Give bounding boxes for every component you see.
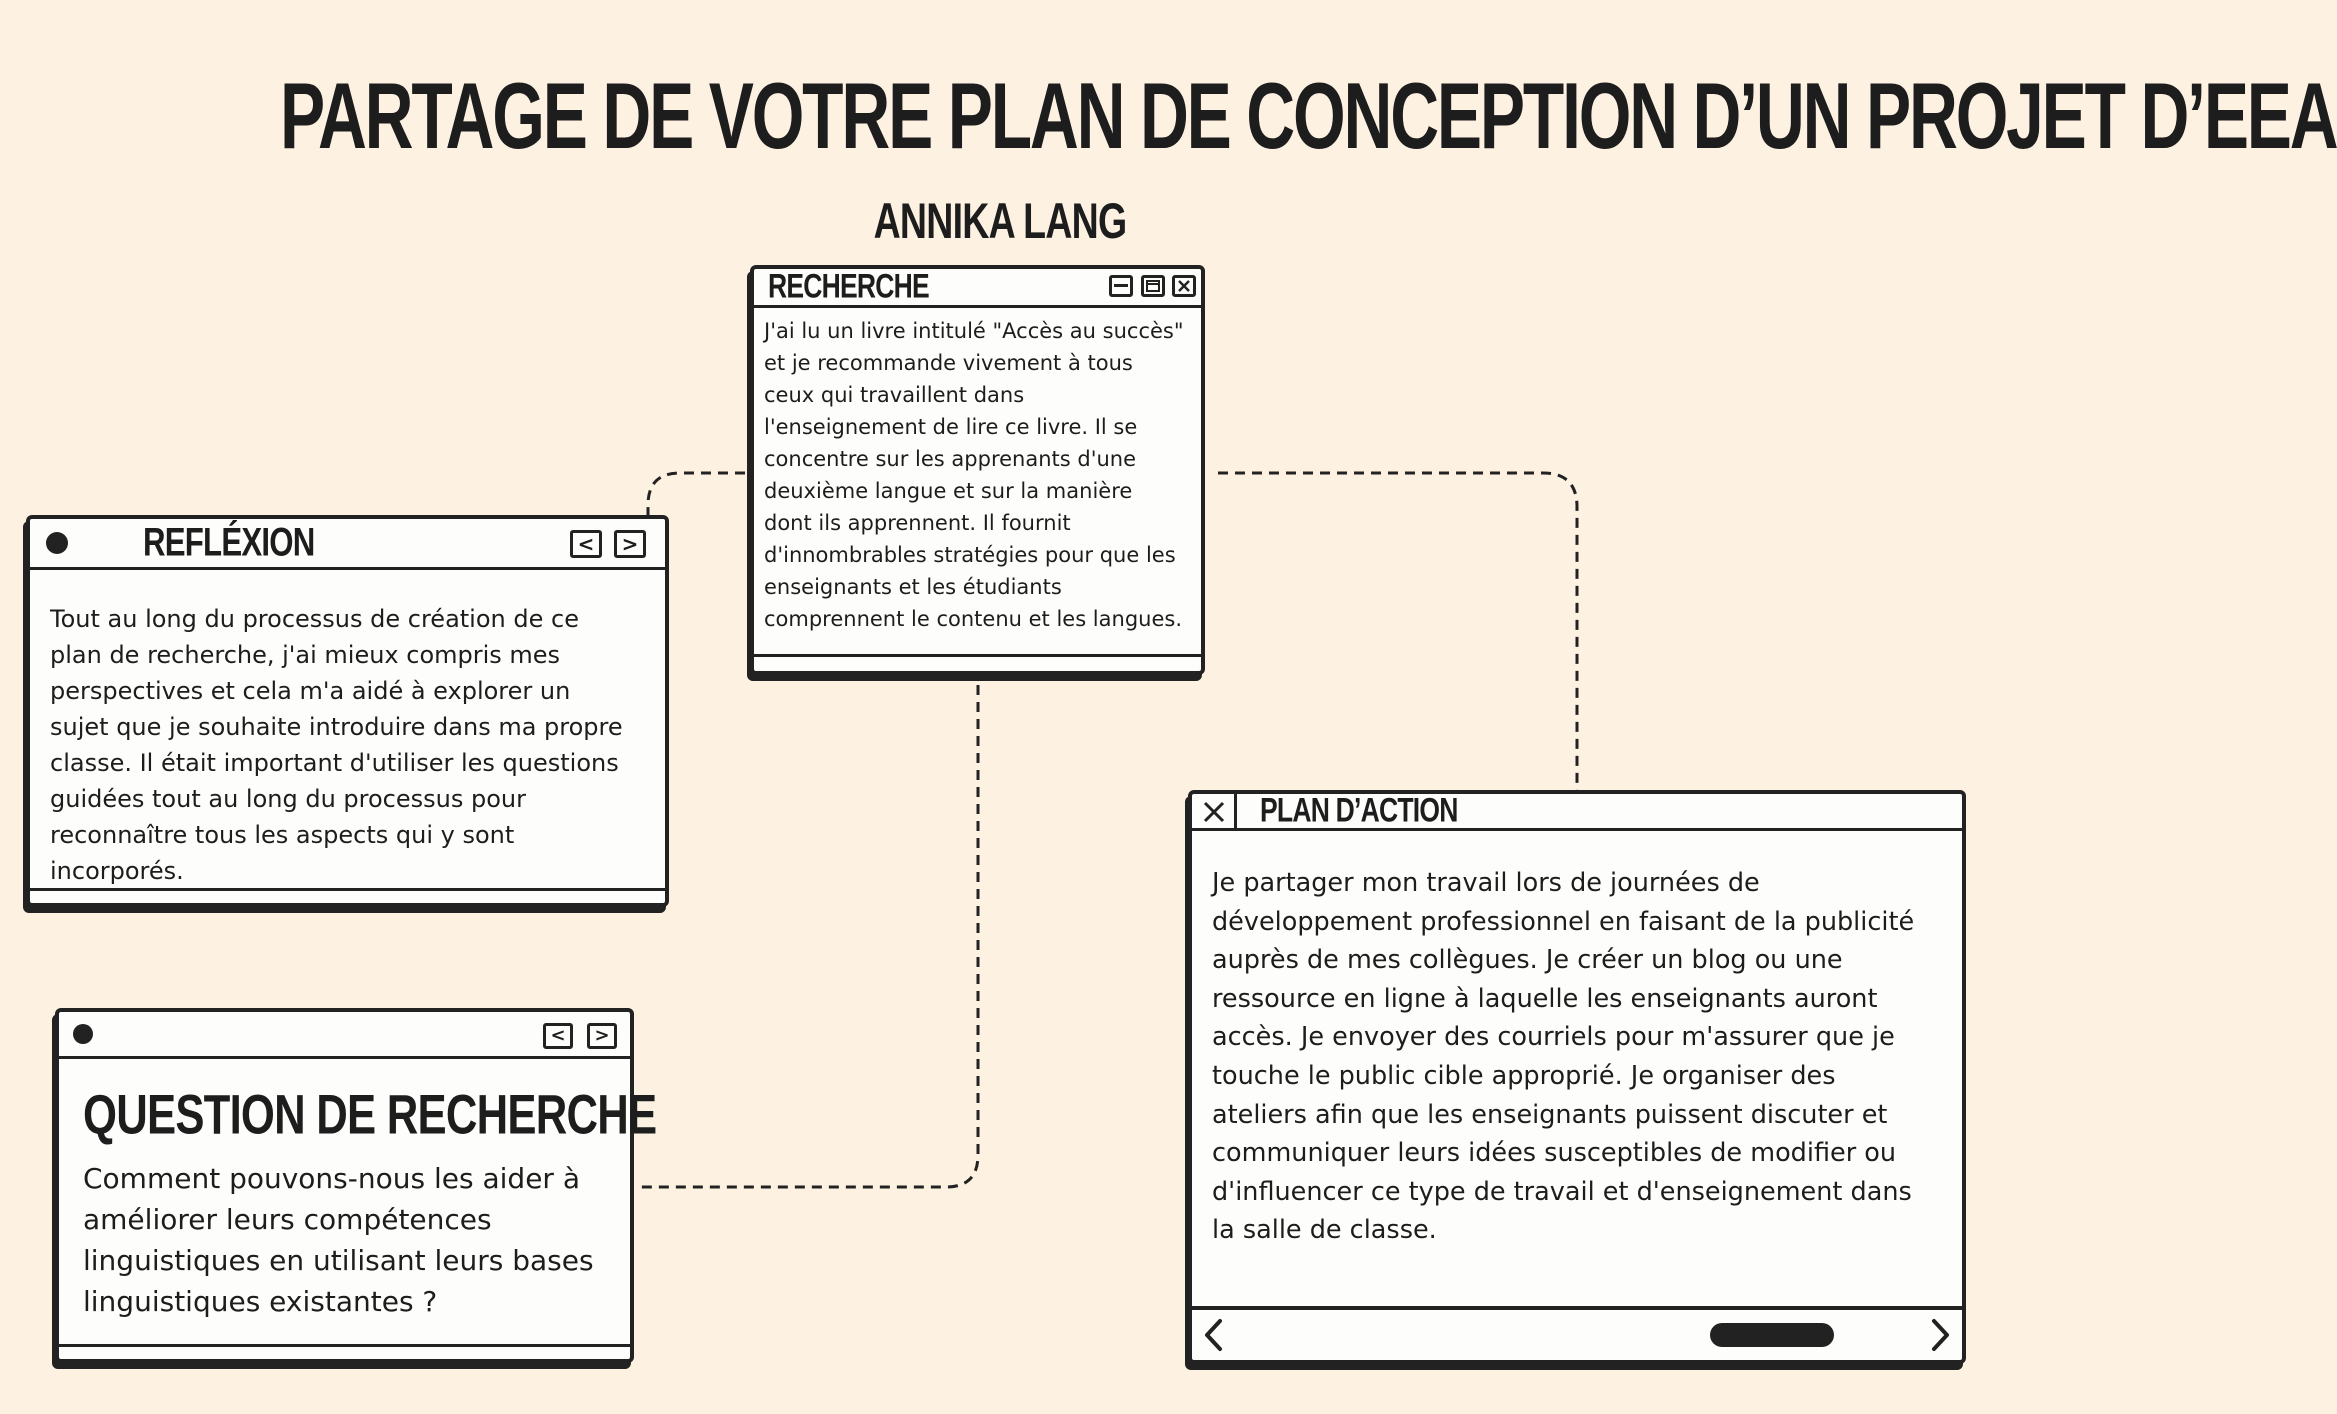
plan-action-scrollbar[interactable] [1192, 1306, 1962, 1360]
question-heading: QUESTION DE RECHERCHE [83, 1082, 657, 1146]
scroll-left-icon[interactable] [1202, 1318, 1226, 1352]
reflexion-title-bar [30, 519, 665, 570]
scroll-right-icon[interactable] [1928, 1318, 1952, 1352]
question-footer [59, 1344, 630, 1359]
recherche-title: RECHERCHE [768, 267, 929, 306]
title-separator [1234, 794, 1237, 828]
question-text: Comment pouvons-nous les aider à améliorer leurs compétences linguistiques en utilisant leurs bases linguistiques existantes ? [83, 1162, 594, 1318]
page-title: PARTAGE DE VOTRE PLAN DE CONCEPTION D’UN PROJET D’EEA [280, 63, 2337, 168]
reflexion-text: Tout au long du processus de création de ce plan de recherche, j'ai mieux compris mes perspectives et cela m'a aidé à explorer un sujet que je souhaite introduire dans ma propre classe. Il était important d'utiliser les questions guidées tout au long du processus pour reconnaître tous les aspects qui y sont incorporés. [50, 605, 623, 885]
recherche-text: J'ai lu un livre intitulé "Accès au succès" et je recommande vivement à tous ceux qui travaillent dans l'enseignement de lire ce livre. Il se concentre sur les apprenants d'une deuxième langue et sur la manière dont ils apprennent. Il fournit d'innombrables stratégies pour que les enseignants et les étudiants comprennent le contenu et les langues. [764, 319, 1184, 631]
close-icon[interactable] [1172, 275, 1196, 297]
forward-icon[interactable]: > [587, 1023, 617, 1049]
recherche-title-bar [754, 269, 1201, 308]
reflexion-footer [30, 888, 665, 903]
recherche-window [750, 265, 1205, 675]
recherche-footer [754, 654, 1201, 671]
reflexion-window [26, 515, 669, 907]
window-dot-icon [73, 1024, 93, 1044]
maximize-icon[interactable] [1141, 275, 1165, 297]
back-icon[interactable]: < [570, 530, 602, 558]
minimize-icon[interactable] [1109, 275, 1133, 297]
plan-action-title-bar [1192, 791, 1962, 831]
close-icon[interactable] [1202, 801, 1226, 823]
forward-icon[interactable]: > [614, 530, 646, 558]
scrollbar-thumb[interactable] [1710, 1323, 1834, 1347]
question-title-bar [59, 1012, 630, 1059]
connector-recherche-question [636, 685, 978, 1187]
plan-action-title: PLAN D’ACTION [1260, 791, 1458, 830]
plan-action-window [1188, 790, 1966, 1364]
author-name: ANNIKA LANG [873, 193, 1127, 249]
reflexion-title: REFLÉXION [143, 520, 315, 565]
back-icon[interactable]: < [543, 1023, 573, 1049]
connector-recherche-plan [1218, 473, 1577, 790]
window-dot-icon [46, 532, 68, 554]
question-window [55, 1008, 657, 1363]
plan-action-text: Je partager mon travail lors de journées de développement professionnel en faisant de la publicité auprès de mes collègues. Je créer un blog ou une ressource en ligne à laquelle les enseignants auront accès. Je envoyer des courriels pour m'assurer que je touche le public cible approprié. Je organiser des ateliers afin que les enseignants puissent discuter et communiquer leurs idées susceptibles de modifier ou d'influencer ce type de travail et d'enseignement dans la salle de classe. [1212, 868, 1915, 1246]
